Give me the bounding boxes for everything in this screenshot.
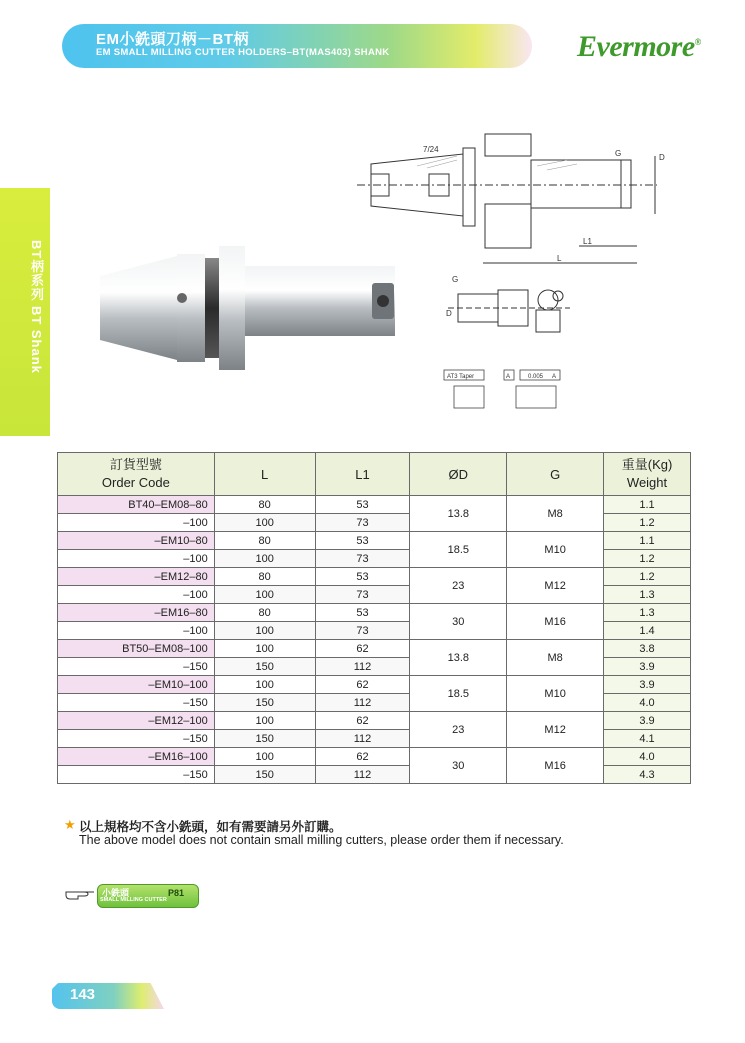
weight-cell: 1.3 xyxy=(604,586,691,604)
svg-text:A: A xyxy=(506,374,511,380)
order-code-cell: –100 xyxy=(58,622,215,640)
l-cell: 100 xyxy=(214,748,315,766)
thread-cell: M8 xyxy=(507,496,604,532)
page-number: 143 xyxy=(70,986,96,1003)
diameter-cell: 30 xyxy=(410,604,507,640)
order-code-cell: –EM10–80 xyxy=(58,532,215,550)
l-cell: 150 xyxy=(214,694,315,712)
product-photo xyxy=(72,238,402,378)
thread-cell: M12 xyxy=(507,712,604,748)
reference-page: P81 xyxy=(168,888,185,898)
weight-cell: 1.4 xyxy=(604,622,691,640)
table-row xyxy=(58,532,691,550)
l-cell: 100 xyxy=(214,550,315,568)
pointing-hand-icon xyxy=(64,886,96,902)
l-cell: 100 xyxy=(214,586,315,604)
reference-subtitle: SMALL MILLING CUTTER xyxy=(100,897,167,903)
table-header-row xyxy=(58,453,691,496)
diameter-cell: 18.5 xyxy=(410,532,507,568)
l-cell: 80 xyxy=(214,604,315,622)
order-code-cell: –100 xyxy=(58,586,215,604)
page-subtitle: EM SMALL MILLING CUTTER HOLDERS–BT(MAS403) SHANK xyxy=(96,47,390,58)
l1-cell: 73 xyxy=(315,550,410,568)
diameter-cell: 23 xyxy=(410,568,507,604)
table-row xyxy=(58,496,691,514)
l1-cell: 53 xyxy=(315,568,410,586)
reference-title: 小銑頭 xyxy=(102,888,130,898)
thread-cell: M8 xyxy=(507,640,604,676)
table-row xyxy=(58,568,691,586)
svg-text:G: G xyxy=(615,149,622,158)
weight-cell: 4.3 xyxy=(604,766,691,784)
weight-cell: 1.1 xyxy=(604,532,691,550)
order-code-cell: –EM10–100 xyxy=(58,676,215,694)
technical-drawing-tolerance xyxy=(440,366,580,426)
technical-drawing-front-view xyxy=(440,272,580,352)
technical-drawing-side-view xyxy=(357,126,677,271)
weight-cell: 1.3 xyxy=(604,604,691,622)
l1-cell: 62 xyxy=(315,712,410,730)
svg-text:D: D xyxy=(659,153,665,162)
svg-text:0.005: 0.005 xyxy=(528,374,544,380)
order-code-cell: BT50–EM08–100 xyxy=(58,640,215,658)
weight-cell: 1.2 xyxy=(604,514,691,532)
diameter-cell: 23 xyxy=(410,712,507,748)
l-cell: 80 xyxy=(214,532,315,550)
svg-text:L: L xyxy=(557,254,562,263)
l1-cell: 53 xyxy=(315,532,410,550)
l-cell: 100 xyxy=(214,712,315,730)
weight-cell: 4.0 xyxy=(604,694,691,712)
weight-cell: 3.8 xyxy=(604,640,691,658)
l-cell: 100 xyxy=(214,676,315,694)
weight-cell: 4.0 xyxy=(604,748,691,766)
l-cell: 150 xyxy=(214,658,315,676)
svg-text:7/24: 7/24 xyxy=(423,145,439,154)
table-row xyxy=(58,712,691,730)
l-cell: 150 xyxy=(214,766,315,784)
header-weight: 重量(Kg) Weight xyxy=(604,453,691,496)
order-code-cell: –EM16–100 xyxy=(58,748,215,766)
thread-cell: M16 xyxy=(507,604,604,640)
header-l1: L1 xyxy=(315,453,410,496)
brand-logo: Evermore® xyxy=(577,30,701,63)
l1-cell: 62 xyxy=(315,748,410,766)
order-code-cell: –150 xyxy=(58,658,215,676)
page-title: EM小銑頭刀柄－BT柄 xyxy=(96,31,249,48)
weight-cell: 4.1 xyxy=(604,730,691,748)
l1-cell: 112 xyxy=(315,766,410,784)
l-cell: 80 xyxy=(214,496,315,514)
header-g: G xyxy=(507,453,604,496)
l-cell: 100 xyxy=(214,514,315,532)
table-row xyxy=(58,640,691,658)
note-chinese: 以上規格均不含小銑頭，如有需要請另外訂購。 xyxy=(79,820,342,834)
l-cell: 100 xyxy=(214,622,315,640)
diameter-cell: 18.5 xyxy=(410,676,507,712)
diameter-cell: 13.8 xyxy=(410,496,507,532)
diameter-cell: 30 xyxy=(410,748,507,784)
l1-cell: 62 xyxy=(315,676,410,694)
thread-cell: M12 xyxy=(507,568,604,604)
l1-cell: 73 xyxy=(315,514,410,532)
l1-cell: 53 xyxy=(315,604,410,622)
star-icon: ★ xyxy=(64,817,76,832)
header-l: L xyxy=(214,453,315,496)
order-code-cell: –100 xyxy=(58,514,215,532)
weight-cell: 1.2 xyxy=(604,550,691,568)
svg-text:A: A xyxy=(552,374,557,380)
weight-cell: 1.1 xyxy=(604,496,691,514)
svg-text:AT3 Taper: AT3 Taper xyxy=(447,374,475,380)
svg-text:G: G xyxy=(452,275,459,284)
l1-cell: 73 xyxy=(315,622,410,640)
l1-cell: 73 xyxy=(315,586,410,604)
l1-cell: 62 xyxy=(315,640,410,658)
spec-table xyxy=(57,452,691,784)
l-cell: 80 xyxy=(214,568,315,586)
l1-cell: 53 xyxy=(315,496,410,514)
thread-cell: M10 xyxy=(507,676,604,712)
header-order-code: 訂貨型號 Order Code xyxy=(58,453,215,496)
side-tab-label: BT柄系列 BT Shank xyxy=(29,240,44,374)
weight-cell: 3.9 xyxy=(604,676,691,694)
l1-cell: 112 xyxy=(315,694,410,712)
header-d: ØD xyxy=(410,453,507,496)
l1-cell: 112 xyxy=(315,730,410,748)
svg-text:L1: L1 xyxy=(583,237,592,246)
order-code-cell: –150 xyxy=(58,766,215,784)
table-row xyxy=(58,748,691,766)
l1-cell: 112 xyxy=(315,658,410,676)
table-row xyxy=(58,604,691,622)
note-english: The above model does not contain small milling cutters, please order them if necessary. xyxy=(79,833,564,847)
thread-cell: M10 xyxy=(507,532,604,568)
diameter-cell: 13.8 xyxy=(410,640,507,676)
weight-cell: 1.2 xyxy=(604,568,691,586)
weight-cell: 3.9 xyxy=(604,658,691,676)
order-code-cell: –EM12–80 xyxy=(58,568,215,586)
order-code-cell: –150 xyxy=(58,730,215,748)
page-number-banner xyxy=(52,983,164,1009)
thread-cell: M16 xyxy=(507,748,604,784)
l-cell: 150 xyxy=(214,730,315,748)
order-code-cell: –100 xyxy=(58,550,215,568)
order-code-cell: –EM12–100 xyxy=(58,712,215,730)
order-code-cell: –EM16–80 xyxy=(58,604,215,622)
svg-text:D: D xyxy=(446,309,452,318)
l-cell: 100 xyxy=(214,640,315,658)
weight-cell: 3.9 xyxy=(604,712,691,730)
table-row xyxy=(58,676,691,694)
order-code-cell: –150 xyxy=(58,694,215,712)
order-code-cell: BT40–EM08–80 xyxy=(58,496,215,514)
